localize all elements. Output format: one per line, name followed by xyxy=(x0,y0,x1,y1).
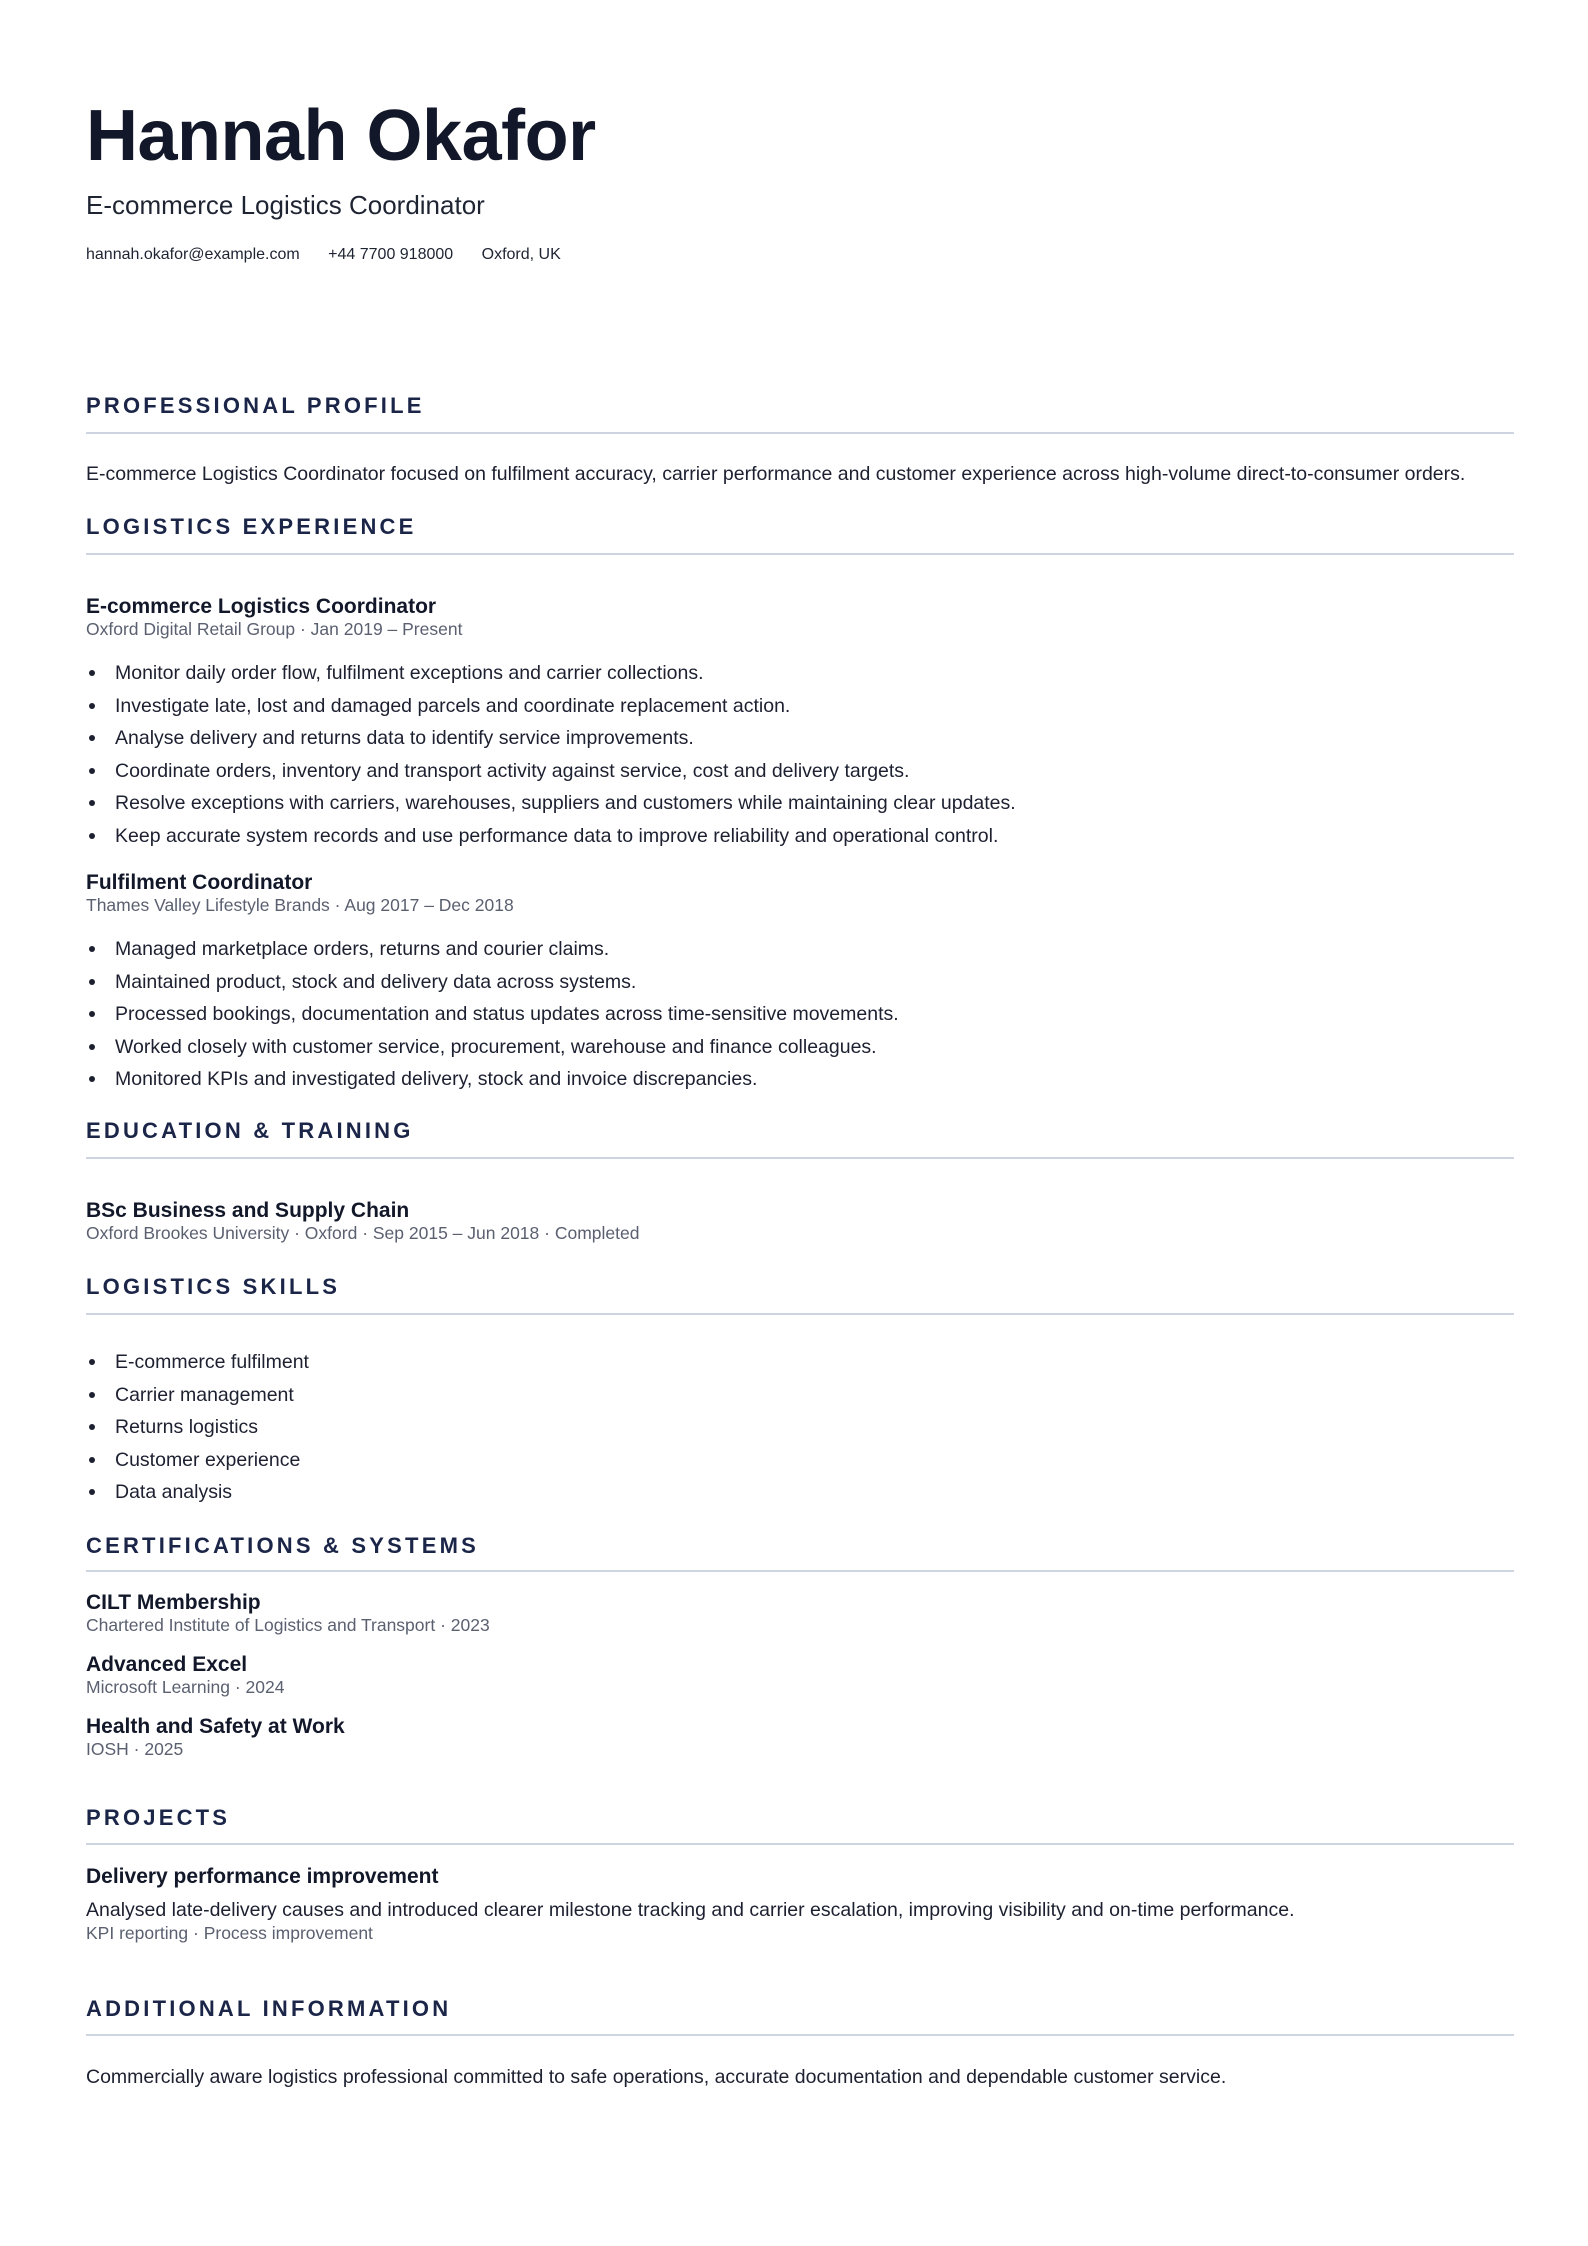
job-bullet: Managed marketplace orders, returns and courier claims. xyxy=(86,936,899,969)
section-title-education: EDUCATION & TRAINING xyxy=(86,1118,414,1143)
contact-phone[interactable]: +44 7700 918000 xyxy=(328,246,454,263)
section-divider xyxy=(86,1843,1514,1845)
section-title-projects: PROJECTS xyxy=(86,1805,231,1830)
job-bullet: Resolve exceptions with carriers, warehouses, suppliers and customers while maintaining clear updates. xyxy=(86,790,1016,823)
certification-name: CILT Membership xyxy=(86,1591,261,1614)
project-description: Analysed late-delivery causes and introduced clearer milestone tracking and carrier escalation, improving visibility and on-time performance. xyxy=(86,1899,1295,1921)
section-title-additional: ADDITIONAL INFORMATION xyxy=(86,1996,452,2021)
job-role: Fulfilment Coordinator xyxy=(86,871,313,894)
section-divider xyxy=(86,553,1514,555)
job-bullets xyxy=(86,936,899,1099)
skill-item: Carrier management xyxy=(86,1382,309,1415)
certification-name: Advanced Excel xyxy=(86,1653,248,1676)
job-bullet: Processed bookings, documentation and status updates across time-sensitive movements. xyxy=(86,1001,899,1034)
job-bullet: Analyse delivery and returns data to identify service improvements. xyxy=(86,725,1016,758)
additional-info-text: Commercially aware logistics professional committed to safe operations, accurate documentation and dependable customer service. xyxy=(86,2066,1227,2088)
section-divider xyxy=(86,1157,1514,1159)
education-degree: BSc Business and Supply Chain xyxy=(86,1199,410,1222)
job-bullet: Keep accurate system records and use performance data to improve reliability and operational control. xyxy=(86,823,1016,856)
job-bullet: Coordinate orders, inventory and transport activity against service, cost and delivery targets. xyxy=(86,758,1016,791)
section-divider xyxy=(86,1570,1514,1572)
contact-line xyxy=(86,245,585,265)
job-role: E-commerce Logistics Coordinator xyxy=(86,595,437,618)
certification-meta: Microsoft Learning · 2024 xyxy=(86,1677,285,1697)
skill-item: Customer experience xyxy=(86,1447,309,1480)
education-meta: Oxford Brookes University · Oxford · Sep 2015 – Jun 2018 · Completed xyxy=(86,1223,640,1243)
section-title-profile: PROFESSIONAL PROFILE xyxy=(86,393,425,418)
job-bullet: Investigate late, lost and damaged parcels and coordinate replacement action. xyxy=(86,693,1016,726)
certification-meta: Chartered Institute of Logistics and Transport · 2023 xyxy=(86,1615,490,1635)
job-meta: Thames Valley Lifestyle Brands · Aug 2017 – Dec 2018 xyxy=(86,895,514,915)
section-divider xyxy=(86,432,1514,434)
section-divider xyxy=(86,1313,1514,1315)
job-meta: Oxford Digital Retail Group · Jan 2019 – Present xyxy=(86,619,463,639)
candidate-headline: E-commerce Logistics Coordinator xyxy=(86,190,485,220)
project-name: Delivery performance improvement xyxy=(86,1865,439,1888)
profile-summary: E-commerce Logistics Coordinator focused on fulfilment accuracy, carrier performance and customer experience across high-volume direct-to-consumer orders. xyxy=(86,463,1466,485)
certification-name: Health and Safety at Work xyxy=(86,1715,345,1738)
section-title-experience: LOGISTICS EXPERIENCE xyxy=(86,514,417,539)
skill-item: Returns logistics xyxy=(86,1414,309,1447)
candidate-name: Hannah Okafor xyxy=(86,96,596,176)
section-title-certifications: CERTIFICATIONS & SYSTEMS xyxy=(86,1533,479,1558)
job-bullet: Maintained product, stock and delivery data across systems. xyxy=(86,969,899,1002)
project-tags: KPI reporting · Process improvement xyxy=(86,1923,373,1943)
contact-location: Oxford, UK xyxy=(481,246,561,263)
contact-email[interactable]: hannah.okafor@example.com xyxy=(86,246,300,263)
skills-list xyxy=(86,1349,309,1512)
job-bullet: Worked closely with customer service, procurement, warehouse and finance colleagues. xyxy=(86,1034,899,1067)
job-bullet: Monitor daily order flow, fulfilment exceptions and carrier collections. xyxy=(86,660,1016,693)
job-bullet: Monitored KPIs and investigated delivery, stock and invoice discrepancies. xyxy=(86,1066,899,1099)
section-title-skills: LOGISTICS SKILLS xyxy=(86,1274,341,1299)
certification-meta: IOSH · 2025 xyxy=(86,1739,184,1759)
section-divider xyxy=(86,2034,1514,2036)
skill-item: Data analysis xyxy=(86,1479,309,1512)
skill-item: E-commerce fulfilment xyxy=(86,1349,309,1382)
job-bullets xyxy=(86,660,1016,855)
